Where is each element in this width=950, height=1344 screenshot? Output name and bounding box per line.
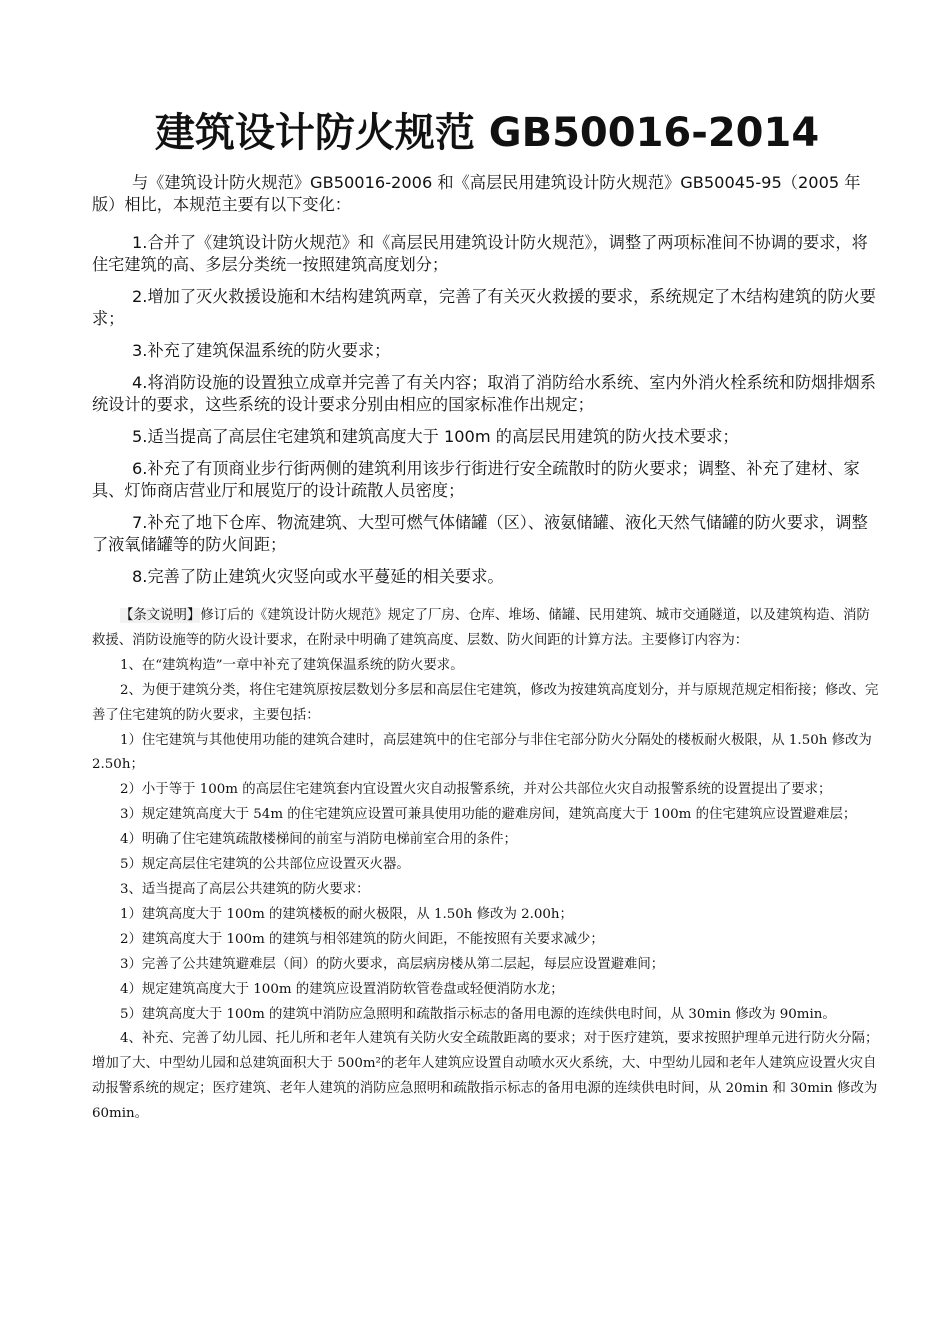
explanation-section	[92, 604, 882, 1127]
change-item: 1.合并了《建筑设计防火规范》和《高层民用建筑设计防火规范》，调整了两项标准间不协调的要求，将住宅建筑的高、多层分类统一按照建筑高度划分；	[92, 233, 868, 274]
explanation-item: 3）规定建筑高度大于 54m 的住宅建筑应设置可兼具使用功能的避难房间，建筑高度大于 100m 的住宅建筑应设置避难层；	[120, 807, 857, 823]
change-item: 8.完善了防止建筑火灾竖向或水平蔓延的相关要求。	[132, 567, 504, 586]
change-item: 3.补充了建筑保温系统的防火要求；	[132, 341, 391, 360]
explanation-lead-text: 修订后的《建筑设计防火规范》规定了厂房、仓库、堆场、储罐、民用建筑、城市交通隧道，以及建筑构造、消防救援、消防设施等的防火设计要求，在附录中明确了建筑高度、层数、防火间距的计算方法。主要修订内容为：	[92, 608, 870, 648]
explanation-item: 2、为便于建筑分类，将住宅建筑原按层数划分多层和高层住宅建筑，修改为按建筑高度划分，并与原规范规定相衔接；修改、完善了住宅建筑的防火要求，主要包括：	[92, 682, 879, 723]
change-item: 2.增加了灭火救援设施和木结构建筑两章，完善了有关灭火救援的要求，系统规定了木结构建筑的防火要求；	[92, 287, 876, 328]
explanation-item: 3）完善了公共建筑避难层（间）的防火要求，高层病房楼从第二层起，每层应设置避难间；	[120, 956, 665, 972]
change-list	[92, 232, 882, 588]
explanation-item: 1）住宅建筑与其他使用功能的建筑合建时，高层建筑中的住宅部分与非住宅部分防火分隔处的楼板耐火极限，从 1.50h 修改为 2.50h；	[92, 732, 872, 773]
explanation-item: 4）规定建筑高度大于 100m 的建筑应设置消防软管卷盘或轻便消防水龙；	[120, 981, 564, 997]
explanation-item: 3、适当提高了高层公共建筑的防火要求：	[120, 881, 370, 897]
explanation-item: 5）建筑高度大于 100m 的建筑中消防应急照明和疏散指示标志的备用电源的连续供电时间，从 30min 修改为 90min。	[120, 1006, 836, 1022]
change-item: 5.适当提高了高层住宅建筑和建筑高度大于 100m 的高层民用建筑的防火技术要求；	[132, 427, 739, 446]
explanation-lead	[92, 604, 882, 654]
explanation-item: 2）小于等于 100m 的高层住宅建筑套内宜设置火灾自动报警系统，并对公共部位火灾自动报警系统的设置提出了要求；	[120, 782, 832, 798]
intro-paragraph: 与《建筑设计防火规范》GB50016-2006 和《高层民用建筑设计防火规范》GB50045-95（2005 年版）相比，本规范主要有以下变化：	[92, 173, 861, 214]
explanation-tag: 【条文说明】	[120, 608, 201, 623]
explanation-item: 1、在“建筑构造”一章中补充了建筑保温系统的防火要求。	[120, 657, 464, 673]
explanation-item: 5）规定高层住宅建筑的公共部位应设置灭火器。	[120, 857, 410, 873]
explanation-item: 4、补充、完善了幼儿园、托儿所和老年人建筑有关防火安全疏散距离的要求；对于医疗建筑，要求按照护理单元进行防火分隔；增加了大、中型幼儿园和总建筑面积大于 500m²的老年人建筑应设置自动喷水灭火系统，大、中型幼儿园和老年人建筑应设置火灾自动报警系统的规定；医疗建筑、老年人建筑的消防应急照明和疏散指示标志的备用电源的连续供电时间，从 20min 和 30min 修改为 60min。	[92, 1031, 879, 1122]
document-title: 建筑设计防火规范 GB50016-2014	[154, 110, 820, 156]
change-item: 7.补充了地下仓库、物流建筑、大型可燃气体储罐（区）、液氨储罐、液化天然气储罐的防火要求，调整了液氧储罐等的防火间距；	[92, 513, 868, 554]
explanation-item: 2）建筑高度大于 100m 的建筑与相邻建筑的防火间距，不能按照有关要求减少；	[120, 931, 604, 947]
change-item: 6.补充了有顶商业步行街两侧的建筑利用该步行街进行安全疏散时的防火要求；调整、补充了建材、家具、灯饰商店营业厅和展览厅的设计疏散人员密度；	[92, 459, 860, 500]
change-item: 4.将消防设施的设置独立成章并完善了有关内容；取消了消防给水系统、室内外消火栓系统和防烟排烟系统设计的要求，这些系统的设计要求分别由相应的国家标准作出规定；	[92, 373, 876, 414]
explanation-item: 4）明确了住宅建筑疏散楼梯间的前室与消防电梯前室合用的条件；	[120, 832, 517, 848]
explanation-item: 1）建筑高度大于 100m 的建筑楼板的耐火极限，从 1.50h 修改为 2.00h；	[120, 906, 573, 922]
